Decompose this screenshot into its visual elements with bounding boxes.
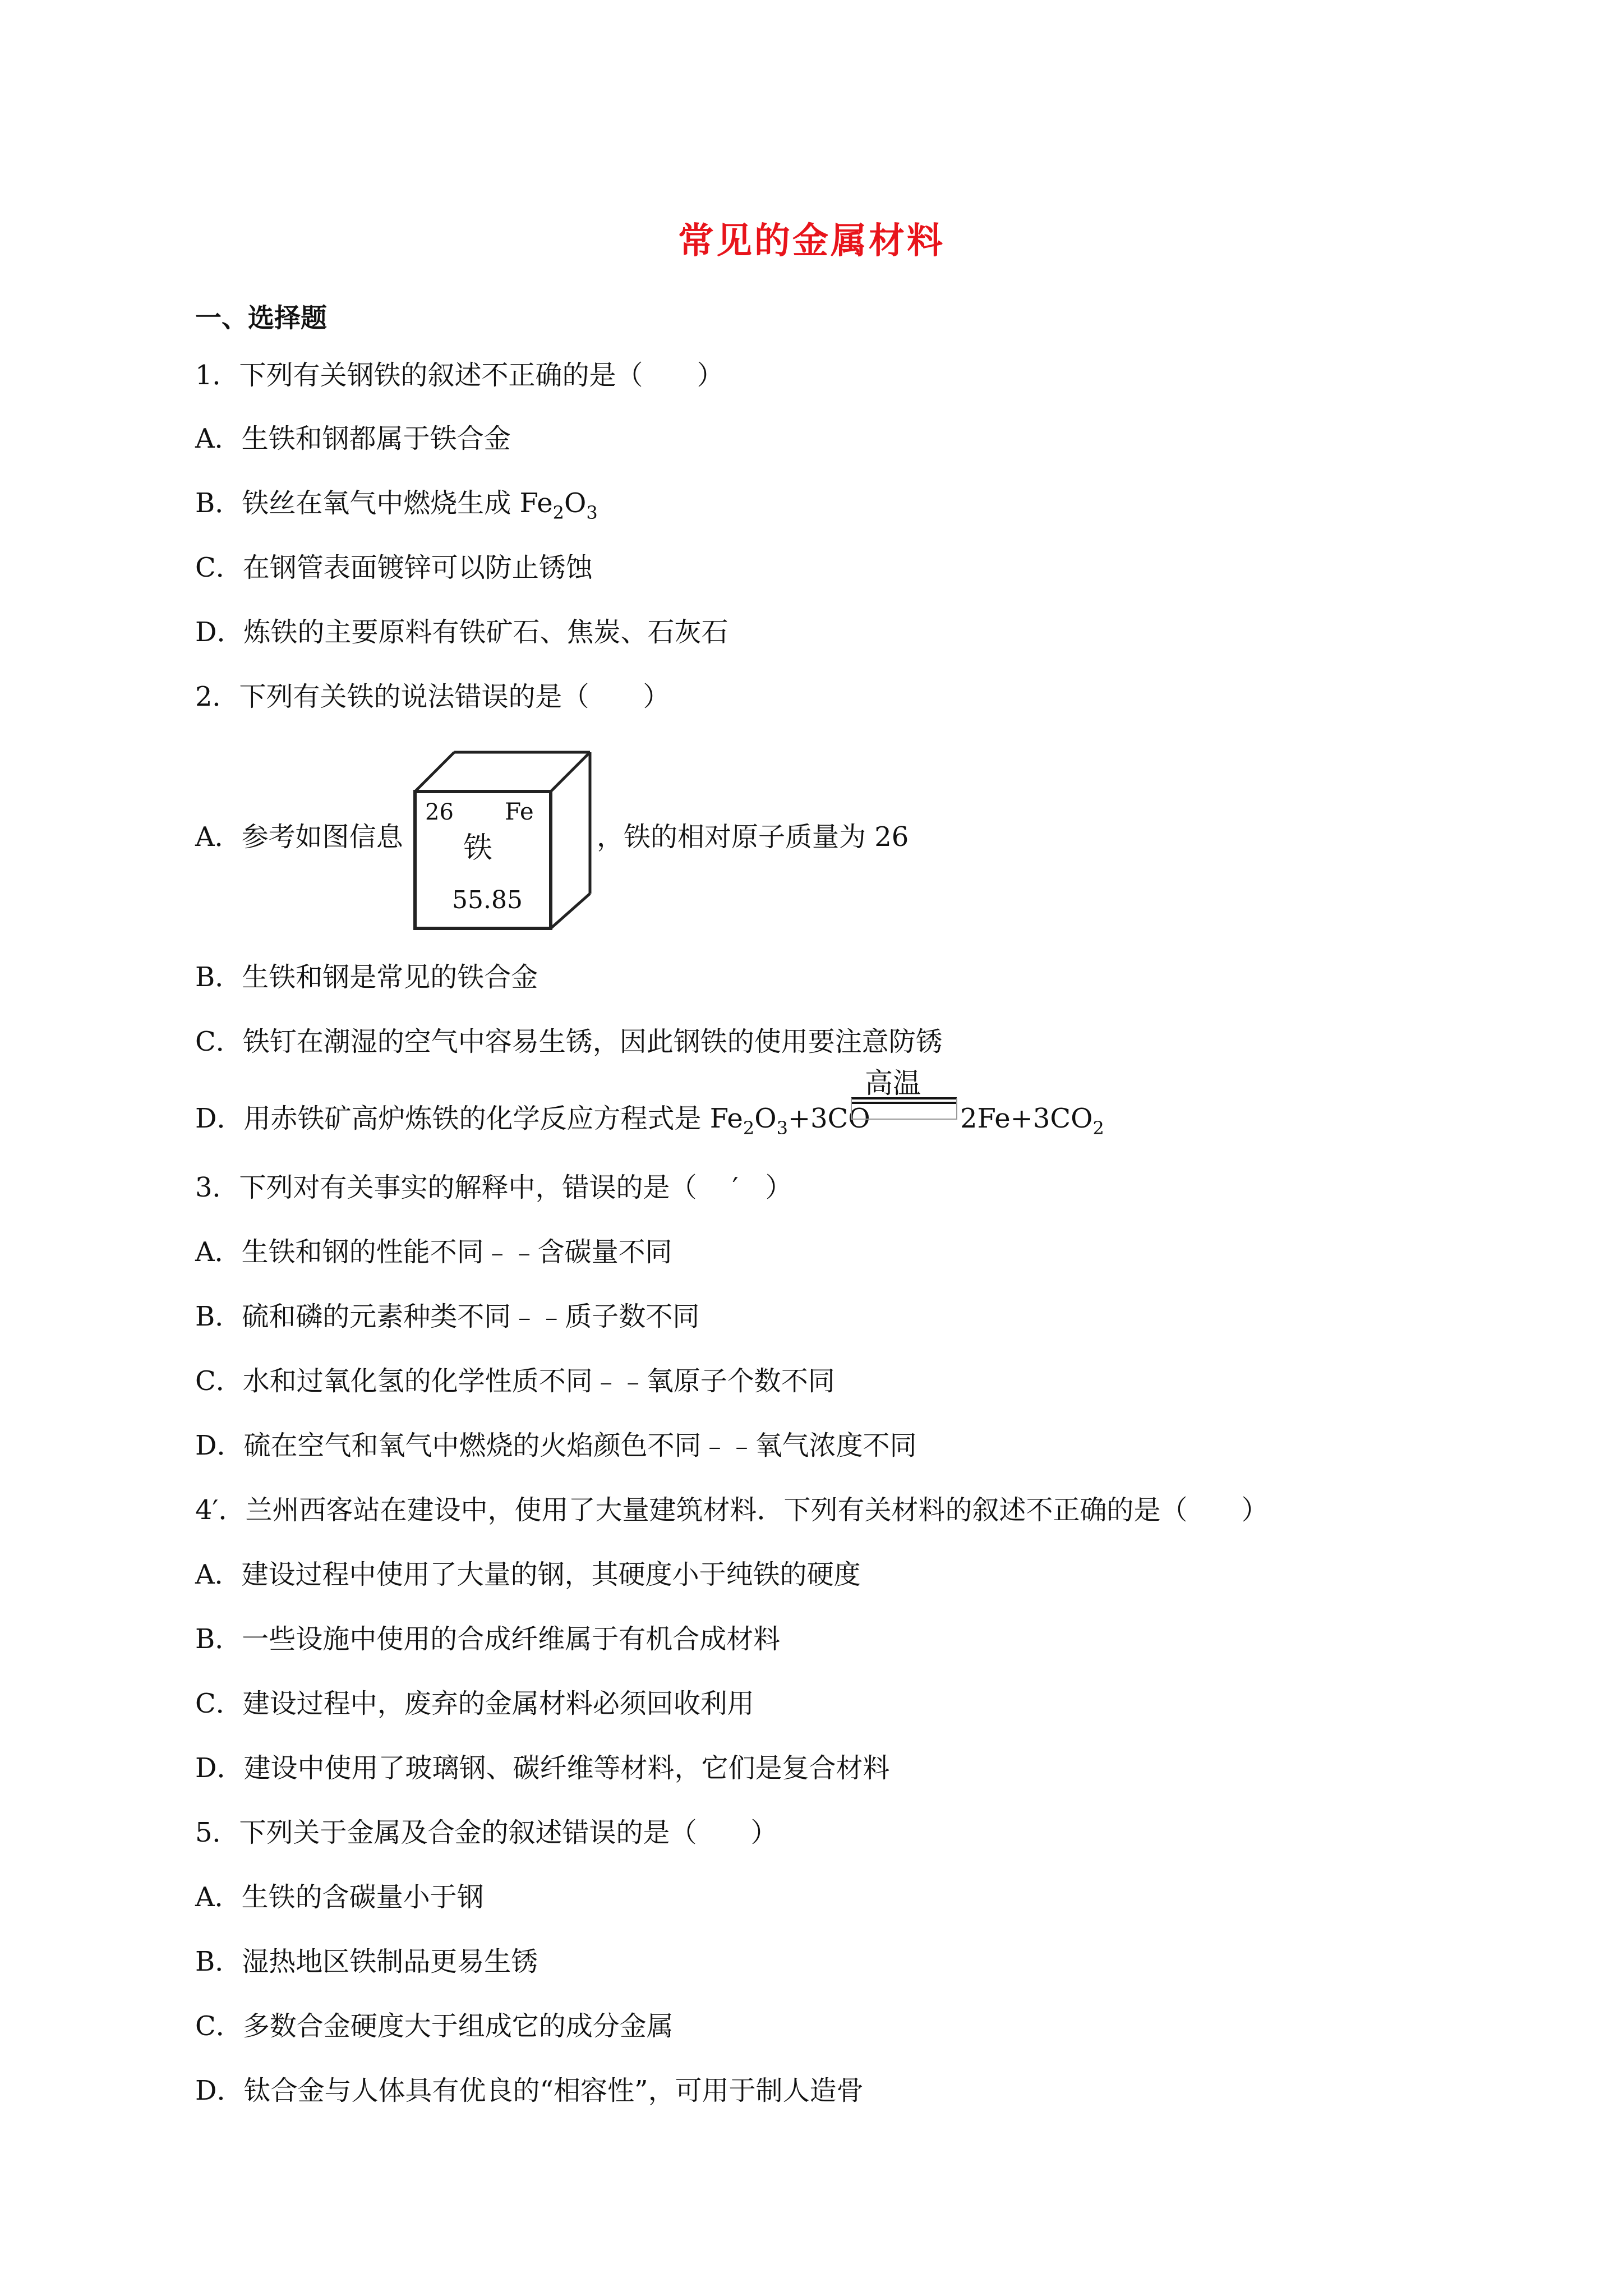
question-1-option-a: A．生铁和钢都属于铁合金 bbox=[195, 423, 511, 454]
question-1-stem: 1．下列有关钢铁的叙述不正确的是（ ） bbox=[195, 360, 724, 391]
iron-element-cell-image bbox=[413, 750, 592, 931]
reaction-condition-label: 高温 bbox=[865, 1067, 921, 1099]
element-symbol: Fe bbox=[505, 798, 534, 825]
question-2-option-d-tail: $2Fe+3CO_2$ bbox=[960, 1103, 1104, 1139]
section-heading: 一、选择题 bbox=[195, 303, 327, 334]
element-number: 26 bbox=[425, 799, 454, 825]
question-2-option-c: C．铁钉在潮湿的空气中容易生锈，因此钢铁的使用要注意防锈 bbox=[195, 1026, 943, 1057]
question-4-option-a: A．建设过程中使用了大量的钢，其硬度小于纯铁的硬度 bbox=[195, 1559, 861, 1590]
question-2-stem: 2．下列有关铁的说法错误的是（ ） bbox=[195, 681, 670, 712]
question-3-option-d: D．硫在空气和氧气中燃烧的火焰颜色不同﹣﹣氧气浓度不同 bbox=[195, 1430, 917, 1461]
question-2-option-a-lead: A．参考如图信息 bbox=[195, 821, 403, 853]
question-5-option-a: A．生铁的含碳量小于钢 bbox=[195, 1881, 484, 1913]
question-5-option-c: C．多数合金硬度大于组成它的成分金属 bbox=[195, 2010, 674, 2042]
question-5-option-d: D．钛合金与人体具有优良的“相容性”，可用于制人造骨 bbox=[195, 2075, 864, 2106]
question-1-option-b: B．铁丝在氧气中燃烧生成 $Fe_2O_3$ bbox=[195, 487, 598, 523]
question-3-stem: 3．下列对有关事实的解释中，错误的是（ ′ ） bbox=[195, 1172, 792, 1203]
question-4-stem: 4′．兰州西客站在建设中，使用了大量建筑材料．下列有关材料的叙述不正确的是（ ） bbox=[195, 1494, 1269, 1526]
question-3-option-c: C．水和过氧化氢的化学性质不同﹣﹣氧原子个数不同 bbox=[195, 1365, 835, 1397]
question-5-stem: 5．下列关于金属及合金的叙述错误的是（ ） bbox=[195, 1817, 778, 1848]
question-1-option-d: D．炼铁的主要原料有铁矿石、焦炭、石灰石 bbox=[195, 616, 728, 648]
question-2-option-b: B．生铁和钢是常见的铁合金 bbox=[195, 961, 538, 993]
element-name: 铁 bbox=[463, 831, 493, 865]
question-4-option-d: D．建设中使用了玻璃钢、碳纤维等材料，它们是复合材料 bbox=[195, 1752, 890, 1784]
question-2-option-d-lead: D．用赤铁矿高炉炼铁的化学反应方程式是 $Fe_2O_3+3CO$ bbox=[195, 1103, 870, 1139]
question-4-option-b: B．一些设施中使用的合成纤维属于有机合成材料 bbox=[195, 1623, 781, 1655]
question-3-option-b: B．硫和磷的元素种类不同﹣﹣质子数不同 bbox=[195, 1301, 700, 1332]
question-5-option-b: B．湿热地区铁制品更易生锈 bbox=[195, 1946, 538, 1977]
question-3-option-a: A．生铁和钢的性能不同﹣﹣含碳量不同 bbox=[195, 1236, 672, 1268]
question-2-option-a-tail: ，铁的相对原子质量为 26 bbox=[597, 821, 909, 853]
reaction-condition-sign bbox=[848, 1066, 960, 1120]
page-title: 常见的金属材料 bbox=[678, 220, 945, 262]
question-1-option-c: C．在钢管表面镀锌可以防止锈蚀 bbox=[195, 552, 593, 583]
question-4-option-c: C．建设过程中，废弃的金属材料必须回收利用 bbox=[195, 1688, 754, 1719]
element-mass: 55.85 bbox=[452, 886, 523, 914]
